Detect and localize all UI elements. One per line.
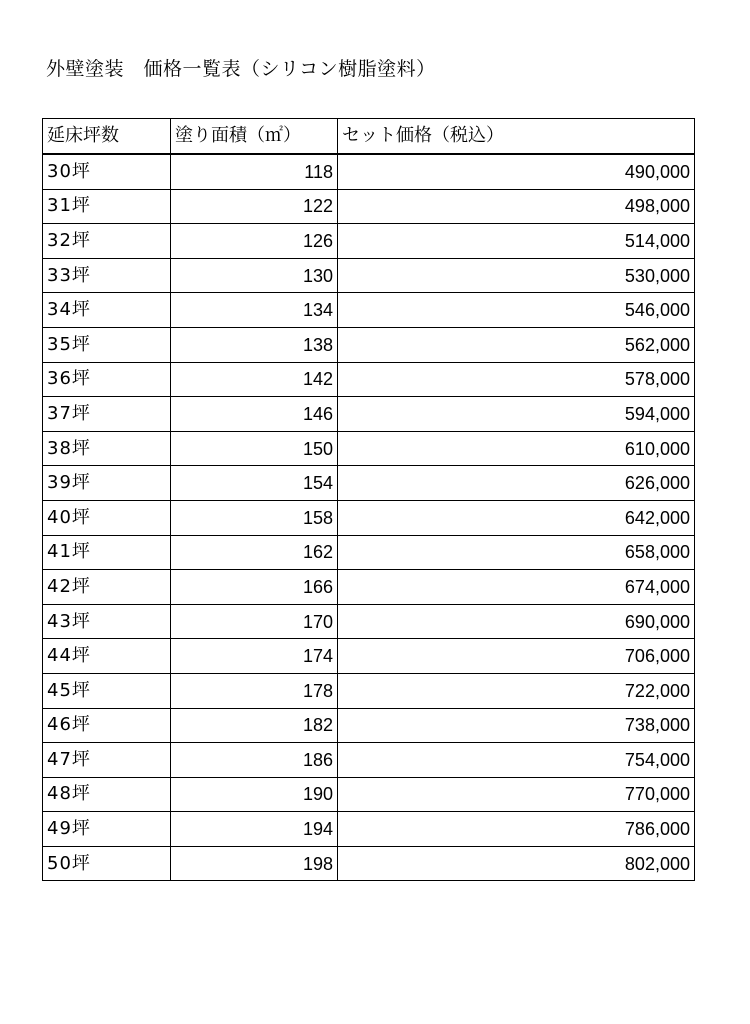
table-row (43, 431, 695, 466)
table-row (43, 604, 695, 639)
cell-floor-tsubo: 31坪 (43, 189, 171, 224)
cell-floor-tsubo: 48坪 (43, 777, 171, 812)
cell-paint-area: 174 (171, 639, 338, 674)
table-row (43, 500, 695, 535)
cell-paint-area: 138 (171, 327, 338, 362)
cell-set-price: 626,000 (338, 466, 695, 501)
cell-floor-tsubo: 32坪 (43, 224, 171, 259)
table-row (43, 466, 695, 501)
table-row (43, 846, 695, 881)
header-paint-area: 塗り面積（㎡） (171, 119, 338, 155)
cell-paint-area: 134 (171, 293, 338, 328)
cell-floor-tsubo: 38坪 (43, 431, 171, 466)
cell-set-price: 546,000 (338, 293, 695, 328)
table-row (43, 258, 695, 293)
cell-paint-area: 170 (171, 604, 338, 639)
cell-set-price: 690,000 (338, 604, 695, 639)
cell-set-price: 610,000 (338, 431, 695, 466)
table-row (43, 327, 695, 362)
cell-paint-area: 190 (171, 777, 338, 812)
cell-set-price: 490,000 (338, 154, 695, 189)
cell-set-price: 642,000 (338, 500, 695, 535)
cell-set-price: 562,000 (338, 327, 695, 362)
table-row (43, 708, 695, 743)
cell-floor-tsubo: 45坪 (43, 673, 171, 708)
table-row (43, 224, 695, 259)
cell-paint-area: 194 (171, 812, 338, 847)
cell-set-price: 594,000 (338, 397, 695, 432)
table-row (43, 362, 695, 397)
table-row (43, 293, 695, 328)
cell-paint-area: 166 (171, 570, 338, 605)
cell-set-price: 658,000 (338, 535, 695, 570)
cell-floor-tsubo: 40坪 (43, 500, 171, 535)
page-title: 外壁塗装 価格一覧表（シリコン樹脂塗料） (46, 58, 436, 80)
table-row (43, 154, 695, 189)
cell-set-price: 674,000 (338, 570, 695, 605)
table-row (43, 397, 695, 432)
cell-paint-area: 118 (171, 154, 338, 189)
cell-set-price: 802,000 (338, 846, 695, 881)
cell-floor-tsubo: 44坪 (43, 639, 171, 674)
cell-paint-area: 182 (171, 708, 338, 743)
price-table (42, 118, 695, 881)
cell-set-price: 738,000 (338, 708, 695, 743)
cell-floor-tsubo: 34坪 (43, 293, 171, 328)
cell-paint-area: 186 (171, 743, 338, 778)
cell-floor-tsubo: 35坪 (43, 327, 171, 362)
cell-paint-area: 150 (171, 431, 338, 466)
cell-paint-area: 130 (171, 258, 338, 293)
cell-floor-tsubo: 41坪 (43, 535, 171, 570)
cell-floor-tsubo: 30坪 (43, 154, 171, 189)
header-set-price: セット価格（税込） (338, 119, 695, 155)
cell-set-price: 578,000 (338, 362, 695, 397)
cell-paint-area: 142 (171, 362, 338, 397)
table-row (43, 570, 695, 605)
cell-set-price: 514,000 (338, 224, 695, 259)
table-row (43, 777, 695, 812)
cell-paint-area: 158 (171, 500, 338, 535)
cell-paint-area: 126 (171, 224, 338, 259)
cell-floor-tsubo: 43坪 (43, 604, 171, 639)
cell-paint-area: 122 (171, 189, 338, 224)
table-row (43, 639, 695, 674)
cell-paint-area: 162 (171, 535, 338, 570)
table-row (43, 812, 695, 847)
table-header-row (43, 119, 695, 155)
cell-paint-area: 178 (171, 673, 338, 708)
cell-floor-tsubo: 49坪 (43, 812, 171, 847)
table-row (43, 535, 695, 570)
cell-floor-tsubo: 47坪 (43, 743, 171, 778)
cell-floor-tsubo: 42坪 (43, 570, 171, 605)
cell-paint-area: 154 (171, 466, 338, 501)
cell-paint-area: 146 (171, 397, 338, 432)
table-row (43, 189, 695, 224)
cell-floor-tsubo: 46坪 (43, 708, 171, 743)
cell-paint-area: 198 (171, 846, 338, 881)
cell-floor-tsubo: 37坪 (43, 397, 171, 432)
cell-set-price: 786,000 (338, 812, 695, 847)
cell-floor-tsubo: 36坪 (43, 362, 171, 397)
table-row (43, 673, 695, 708)
table-body (43, 154, 695, 881)
cell-set-price: 706,000 (338, 639, 695, 674)
table-row (43, 743, 695, 778)
cell-floor-tsubo: 33坪 (43, 258, 171, 293)
cell-set-price: 530,000 (338, 258, 695, 293)
cell-set-price: 722,000 (338, 673, 695, 708)
cell-set-price: 754,000 (338, 743, 695, 778)
cell-floor-tsubo: 39坪 (43, 466, 171, 501)
cell-set-price: 498,000 (338, 189, 695, 224)
cell-floor-tsubo: 50坪 (43, 846, 171, 881)
header-floor-tsubo: 延床坪数 (43, 119, 171, 155)
cell-set-price: 770,000 (338, 777, 695, 812)
